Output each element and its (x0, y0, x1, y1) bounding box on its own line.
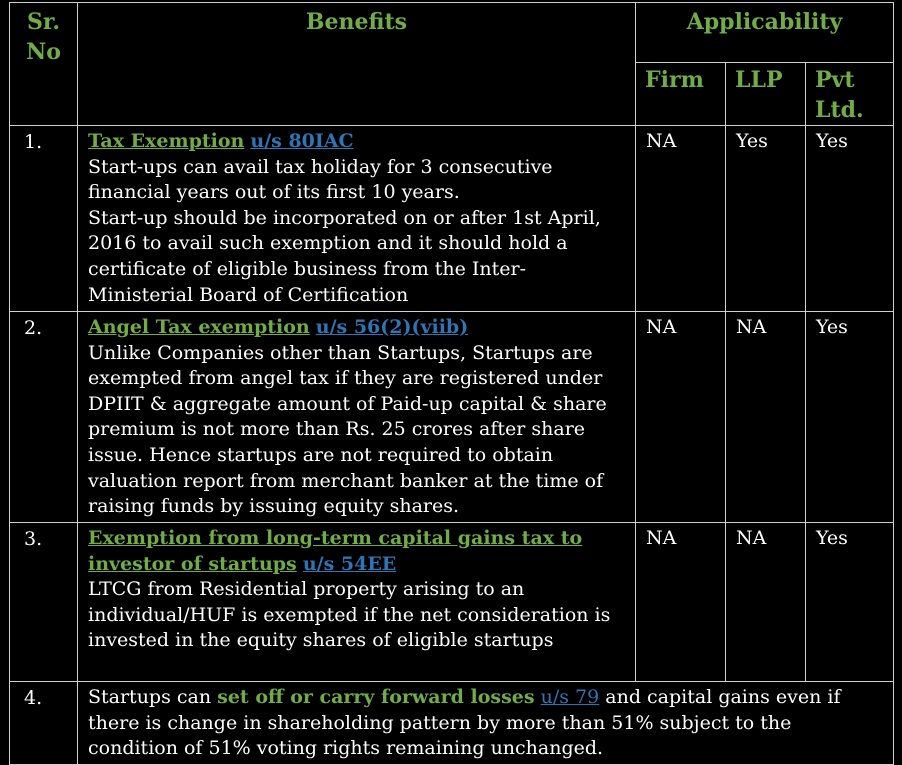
header-benefits: Benefits (78, 3, 636, 126)
table-row (10, 126, 894, 312)
section-link[interactable]: u/s 56(2)(viib) (315, 316, 469, 338)
firm-value: NA (636, 523, 726, 682)
benefit-text-before: Startups can (88, 686, 212, 708)
header-pvt-ltd: Pvt Ltd. (806, 63, 894, 126)
row-sr-no: 2. (10, 312, 78, 523)
benefit-description: LTCG from Residential property arising to an individual/HUF is exempted if the net consideration is invested in the equity shares of eligible startups (88, 578, 611, 652)
section-link[interactable]: u/s 79 (540, 686, 600, 708)
row-sr-no: 1. (10, 126, 78, 312)
startup-benefits-table (9, 2, 894, 765)
section-link[interactable]: u/s 54EE (302, 552, 397, 575)
benefit-highlight: set off or carry forward losses (217, 686, 535, 708)
pvt-ltd-value: Yes (806, 523, 894, 682)
llp-value: Yes (726, 126, 806, 312)
llp-value: NA (726, 312, 806, 523)
benefit-title: Exemption from long-term capital gains tax to investor of startups (88, 527, 583, 575)
firm-value: NA (636, 312, 726, 523)
header-llp: LLP (726, 63, 806, 126)
table-row (10, 682, 894, 765)
firm-value: NA (636, 126, 726, 312)
llp-value: NA (726, 523, 806, 682)
header-row (10, 3, 894, 63)
table-row (10, 523, 894, 682)
header-applicability: Applicability (636, 3, 894, 63)
row-sr-no: 4. (10, 682, 78, 765)
benefit-description-2: Start-up should be incorporated on or after 1st April, 2016 to avail such exemption and it should hold a certificate of eligible business from the Inter-Ministerial Board of Certification (88, 206, 601, 306)
benefit-cell (78, 126, 636, 312)
benefit-cell (78, 312, 636, 523)
benefit-text-after: and capital gains even if there is change in shareholding pattern by more than 51% subject to the condition of 51% voting rights remaining unchanged. (88, 686, 841, 760)
benefit-cell (78, 523, 636, 682)
benefit-description: Start-ups can avail tax holiday for 3 consecutive financial years out of its first 10 years. (88, 155, 553, 204)
row-sr-no: 3. (10, 523, 78, 682)
pvt-ltd-value: Yes (806, 312, 894, 523)
benefit-title: Angel Tax exemption (88, 316, 310, 338)
benefit-description: Unlike Companies other than Startups, Startups are exempted from angel tax if they are registered under DPIIT & aggregate amount of Paid-up capital & share premium is not more than Rs. 25 crores after share issue. Hence startups are not required to obtain valuation report from merchant banker at the time of raising funds by issuing equity shares. (88, 341, 607, 518)
pvt-ltd-value: Yes (806, 126, 894, 312)
header-firm: Firm (636, 63, 726, 126)
benefit-cell (78, 682, 894, 765)
header-sr-no: Sr. No (10, 3, 78, 126)
section-link[interactable]: u/s 80IAC (250, 130, 354, 152)
benefit-title: Tax Exemption (88, 130, 245, 152)
table-row (10, 312, 894, 523)
